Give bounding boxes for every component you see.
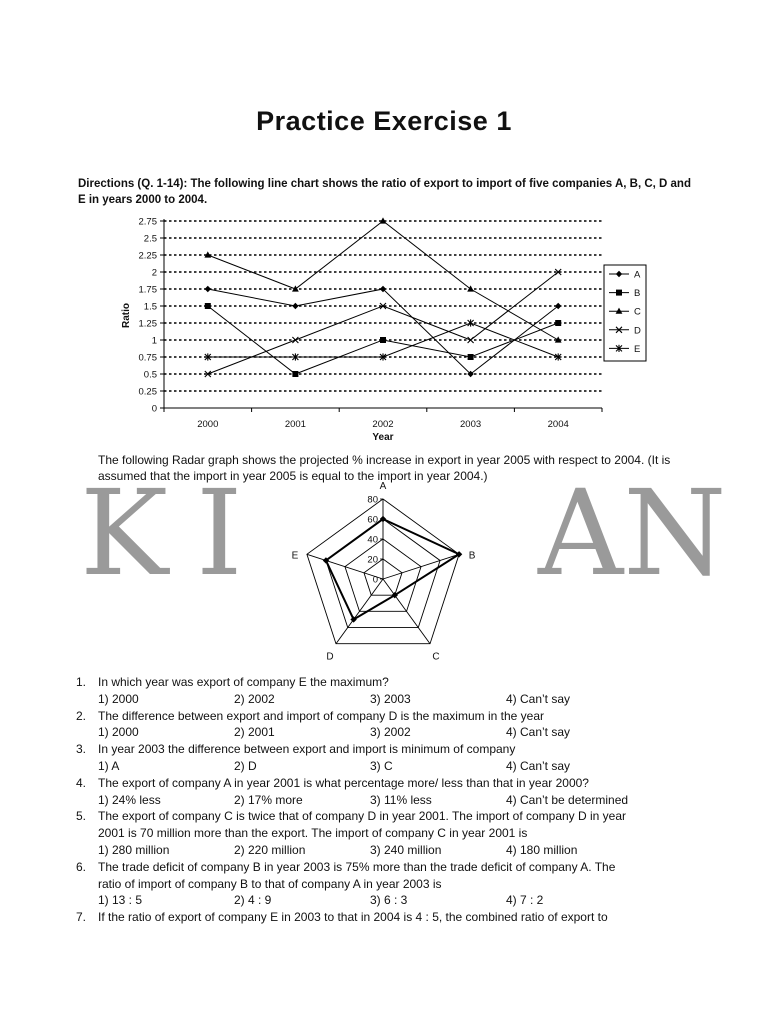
answer-option: 2) 2002: [234, 691, 275, 706]
question-number: 1.: [76, 675, 87, 689]
question-number: 3.: [76, 742, 87, 757]
answer-option: 4) Can’t be determined: [506, 792, 629, 807]
x-axis-title: Year: [372, 432, 394, 443]
answer-option: 3) 2002: [370, 725, 411, 740]
question-text: ratio of import of company B to that of company A in year 2003 is: [98, 876, 442, 891]
question-number: 7.: [76, 910, 87, 925]
question-text: In which year was export of company E the maximum?: [98, 675, 389, 689]
answer-option: 2) 4 : 9: [234, 893, 272, 908]
radar-axis-label: D: [326, 651, 334, 663]
question-text: In year 2003 the difference between export and import is minimum of company: [98, 742, 516, 757]
x-tick-label: 2000: [197, 419, 219, 430]
question-item: [76, 775, 696, 809]
question-text: The export of company A in year 2001 is what percentage more/ less than that in year 2000?: [98, 775, 589, 790]
question-number: 2.: [76, 708, 87, 723]
question-text: 2001 is 70 million more than the export. The import of company C in year 2001 is: [98, 826, 528, 841]
radar-axis-label: E: [291, 550, 299, 562]
answer-option: 2) 220 million: [234, 842, 306, 857]
question-item: [76, 741, 696, 775]
y-tick-label: 2.75: [138, 216, 157, 228]
y-axis-title: Ratio: [121, 303, 132, 328]
question-item: [76, 909, 696, 926]
y-tick-label: 1.5: [143, 301, 157, 313]
radar-axis-label: A: [379, 481, 387, 492]
answer-options: [98, 758, 696, 775]
y-tick-label: 2.25: [138, 250, 157, 262]
question-number: 6.: [76, 859, 87, 874]
answer-option: 2) 17% more: [234, 792, 303, 807]
y-tick-label: 0: [151, 403, 157, 415]
answer-options: [98, 892, 696, 909]
radar-axis-label: C: [432, 651, 440, 663]
answer-option: 1) 13 : 5: [98, 893, 143, 908]
answer-option: 3) C: [370, 758, 393, 773]
answer-option: 1) 2000: [98, 691, 139, 706]
y-tick-label: 0.5: [143, 369, 157, 381]
legend-label: D: [634, 325, 641, 337]
question-item: [76, 674, 696, 708]
question-list: [76, 674, 696, 926]
answer-option: 4) 180 million: [506, 842, 578, 857]
answer-option: 2) D: [234, 758, 257, 773]
question-text: If the ratio of export of company E in 2003 to that in 2004 is 4 : 5, the combined ratio of export to: [98, 910, 608, 925]
watermark-letters-an: AN: [538, 464, 727, 602]
answer-option: 4) Can’t say: [506, 758, 571, 773]
answer-option: 4) Can’t say: [506, 691, 571, 706]
legend-label: A: [634, 269, 641, 281]
answer-options: [98, 724, 696, 741]
x-tick-label: 2001: [284, 419, 306, 430]
page-title: Practice Exercise 1: [256, 106, 512, 136]
radar-intro-text: The following Radar graph shows the projected % increase in export in year 2005 with respect to 2004. (It is assumed that the import in year 2005 is equal to the import in year 2004.): [98, 453, 671, 483]
radar-tick-label: 80: [367, 494, 378, 506]
y-tick-label: 1: [151, 335, 157, 347]
question-text: The trade deficit of company B in year 2003 is 75% more than the trade deficit of company A. The: [98, 859, 616, 874]
y-tick-label: 0.25: [138, 386, 157, 398]
legend-label: E: [634, 343, 641, 355]
x-tick-label: 2004: [547, 419, 569, 430]
answer-options: [98, 842, 696, 859]
answer-option: 1) 280 million: [98, 842, 170, 857]
answer-option: 3) 11% less: [370, 792, 432, 807]
answer-option: 1) 2000: [98, 725, 139, 740]
answer-options: [98, 792, 696, 809]
x-tick-label: 2002: [372, 419, 394, 430]
legend-label: C: [634, 306, 641, 318]
y-tick-label: 1.75: [138, 284, 157, 296]
answer-option: 4) Can’t say: [506, 725, 571, 740]
answer-option: 1) 24% less: [98, 792, 161, 807]
question-item: [76, 808, 696, 858]
question-number: 4.: [76, 775, 87, 790]
answer-options: [98, 691, 696, 708]
watermark-letter-i: I: [196, 464, 243, 602]
answer-option: 3) 240 million: [370, 842, 442, 857]
answer-option: 3) 6 : 3: [370, 893, 408, 908]
y-tick-label: 2.5: [143, 233, 157, 245]
directions-text: Directions (Q. 1-14): The following line chart shows the ratio of export to import of five companies A, B, C, D and E in years 2000 to 2004.: [78, 178, 691, 206]
answer-option: 3) 2003: [370, 691, 411, 706]
legend-label: B: [634, 288, 641, 300]
radar-tick-label: 40: [367, 534, 378, 546]
radar-axis-label: B: [468, 550, 476, 562]
question-text: The export of company C is twice that of company D in year 2001. The import of company D in year: [98, 809, 627, 824]
y-tick-label: 2: [151, 267, 157, 279]
radar-tick-label: 60: [367, 514, 378, 526]
answer-option: 2) 2001: [234, 725, 275, 740]
answer-option: 4) 7 : 2: [506, 893, 544, 908]
question-text: The difference between export and import of company D is the maximum in the year: [98, 708, 544, 723]
radar-tick-label: 0: [372, 574, 378, 586]
question-number: 5.: [76, 809, 87, 824]
question-item: [76, 859, 696, 909]
radar-spoke: [383, 554, 459, 579]
y-tick-label: 1.25: [138, 318, 157, 330]
x-tick-label: 2003: [460, 419, 482, 430]
y-tick-label: 0.75: [138, 352, 157, 364]
watermark-letter-k: K: [80, 464, 169, 602]
question-item: [76, 708, 696, 742]
answer-option: 1) A: [98, 758, 120, 773]
radar-tick-label: 20: [367, 554, 378, 566]
